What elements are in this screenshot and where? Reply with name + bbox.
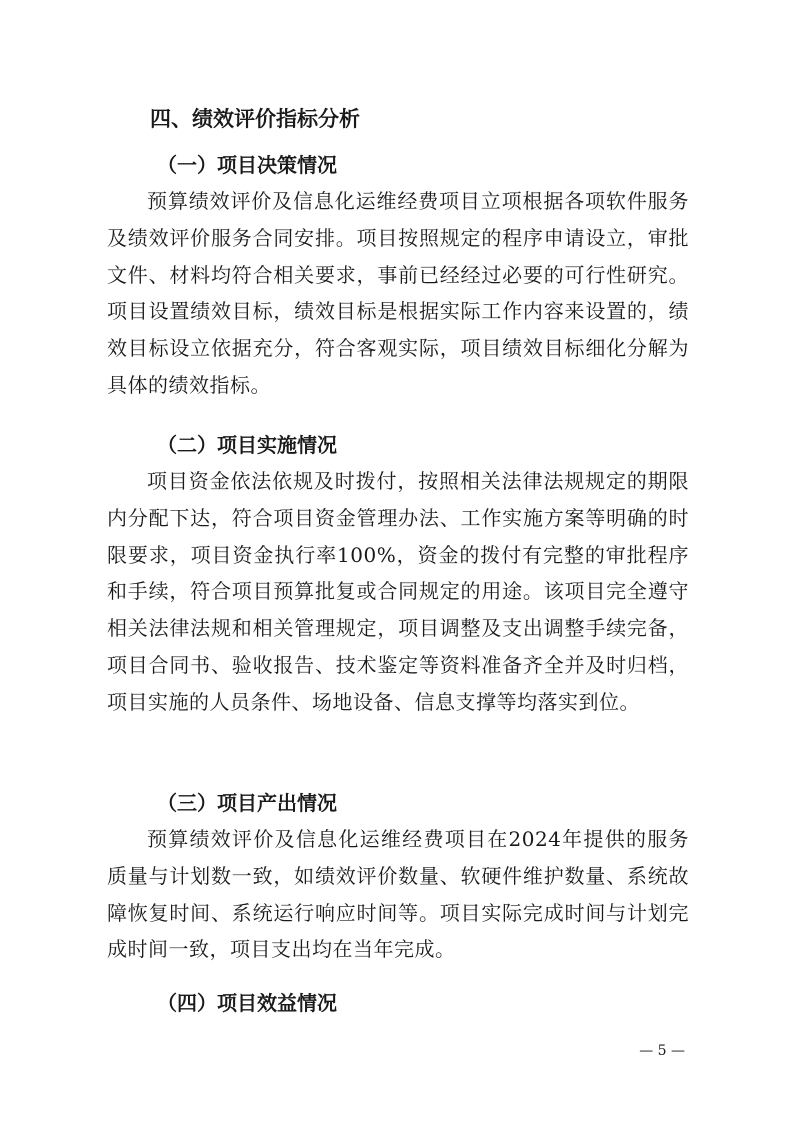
paragraph-implementation: 项目资金依法依规及时拨付，按照相关法律法规规定的期限内分配下达，符合项目资金管理办法、工作实施方案等明确的时限要求，项目资金执行率100%，资金的拨付有完整的审批程序和手续，符合项目预算批复或合同规定的用途。该项目完全遵守相关法律法规和相关管理规定，项目调整及支出调整手续完备，项目合同书、验收报告、技术鉴定等资料准备齐全并及时归档，项目实施的人员条件、场地设备、信息支撑等均落实到位。 bbox=[107, 469, 689, 714]
subsection-title-output: （三）项目产出情况 bbox=[157, 791, 337, 815]
subsection-title-decision: （一）项目决策情况 bbox=[157, 153, 337, 177]
subsection-title-benefit: （四）项目效益情况 bbox=[157, 991, 337, 1015]
subsection-title-implementation: （二）项目实施情况 bbox=[157, 433, 337, 457]
section-heading: 四、绩效评价指标分析 bbox=[150, 107, 360, 131]
paragraph-output: 预算绩效评价及信息化运维经费项目在2024年提供的服务质量与计划数一致，如绩效评价数量、软硬件维护数量、系统故障恢复时间、系统运行响应时间等。项目实际完成时间与计划完成时间一致，项目支出均在当年完成。 bbox=[107, 827, 689, 962]
paragraph-decision: 预算绩效评价及信息化运维经费项目立项根据各项软件服务及绩效评价服务合同安排。项目按照规定的程序申请设立，审批文件、材料均符合相关要求，事前已经经过必要的可行性研究。项目设置绩效目标，绩效目标是根据实际工作内容来设置的，绩效目标设立依据充分，符合客观实际，项目绩效目标细化分解为具体的绩效指标。 bbox=[107, 189, 689, 397]
page-number: — 5 — bbox=[639, 1043, 685, 1059]
